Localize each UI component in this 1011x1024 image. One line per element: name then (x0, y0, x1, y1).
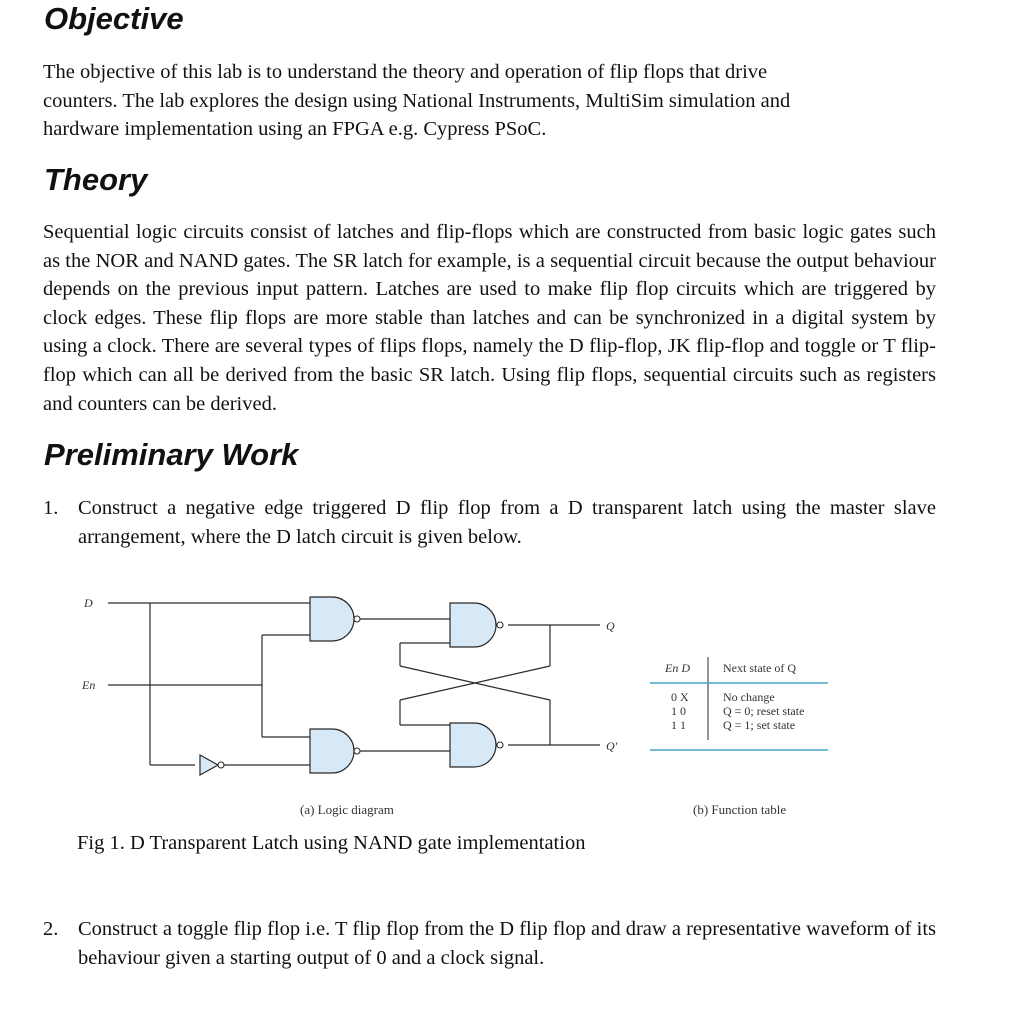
nand-gate-4 (450, 723, 496, 767)
table-cell-next-state: No change (723, 690, 775, 704)
bubble-inverter (218, 762, 224, 768)
label-q: Q (606, 619, 615, 633)
item-text: Construct a negative edge triggered D flip flop from a D transparent latch using the master slave arrangement, where the D latch circuit is given below. (78, 497, 936, 548)
table-cell-inputs: 1 1 (671, 718, 686, 732)
nand-gate-2 (310, 729, 354, 773)
preliminary-heading: Preliminary Work (44, 437, 299, 472)
bubble-g2 (354, 748, 360, 754)
item-number: 1. (43, 497, 59, 519)
preliminary-item (43, 915, 936, 972)
table-cell-next-state: Q = 1; set state (723, 718, 796, 732)
bubble-g1 (354, 616, 360, 622)
item-text: Construct a toggle flip flop i.e. T flip flop from the D flip flop and draw a representative waveform of its behaviour given a starting output of 0 and a clock signal. (78, 918, 936, 969)
table-cell-next-state: Q = 0; reset state (723, 704, 805, 718)
table-cell-inputs: 0 X (671, 690, 689, 704)
objective-line: counters. The lab explores the design using National Instruments, MultiSim simulation and (43, 89, 791, 112)
objective-line: hardware implementation using an FPGA e.g. Cypress PSoC. (43, 118, 547, 141)
figure-caption: Fig 1. D Transparent Latch using NAND gate implementation (77, 832, 586, 854)
logic-diagram-caption: (a) Logic diagram (300, 802, 394, 817)
table-header-next-state: Next state of Q (723, 661, 796, 675)
objective-line: The objective of this lab is to understand the theory and operation of flip flops that drive (43, 61, 768, 83)
theory-paragraph: Sequential logic circuits consist of latches and flip-flops which are constructed from basic logic gates such as the NOR and NAND gates. The SR latch for example, is a sequential circuit because the output behaviour depends on the previous input pattern. Latches are used to make flip flop circuits which are triggered by clock edges. These flip flops are more stable than latches and can be synchronized in a digital system by using a clock. There are several types of flips flops, namely the D flip-flop, JK flip-flop and toggle or T flip-flop which can all be derived from the basic SR latch. Using flip flops, sequential circuits such as registers and counters can be derived. (43, 221, 936, 415)
bubble-g4 (497, 742, 503, 748)
objective-heading: Objective (44, 1, 184, 36)
preliminary-item (43, 494, 936, 551)
nand-gate-1 (310, 597, 354, 641)
inverter (200, 755, 218, 775)
nand-gate-3 (450, 603, 496, 647)
objective-paragraph (43, 58, 936, 144)
label-d: D (84, 596, 93, 610)
label-en: En (82, 678, 96, 692)
function-table-caption: (b) Function table (693, 802, 787, 817)
bubble-g3 (497, 622, 503, 628)
function-table (650, 657, 828, 750)
table-header-inputs: En D (665, 661, 690, 675)
theory-heading: Theory (44, 162, 148, 197)
table-cell-inputs: 1 0 (671, 704, 686, 718)
figure (60, 582, 850, 832)
label-q-prime: Q′ (606, 739, 618, 753)
item-number: 2. (43, 918, 59, 940)
d-latch-figure (60, 582, 850, 832)
